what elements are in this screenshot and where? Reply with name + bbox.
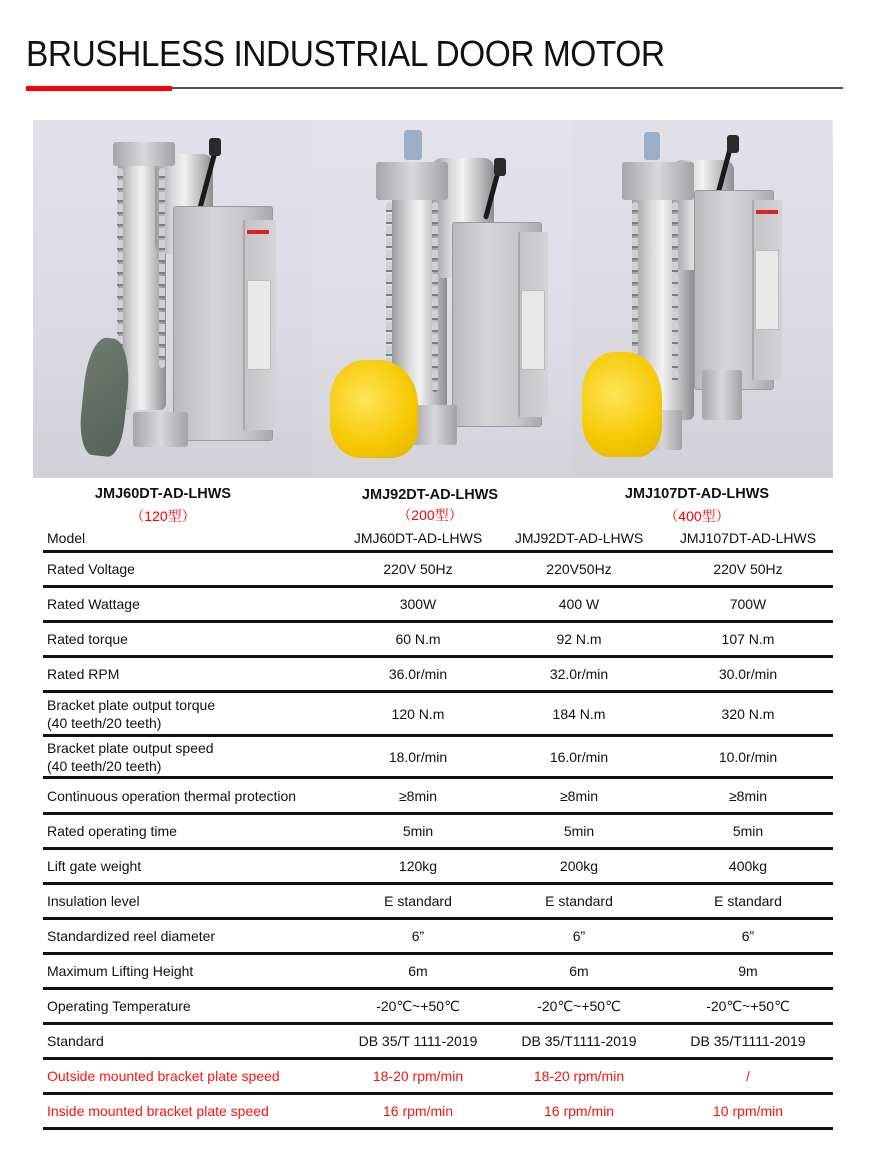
- row-label-line2: (40 teeth/20 teeth): [47, 714, 162, 731]
- row-label: Continuous operation thermal protection: [47, 787, 297, 804]
- cell-value: 10 rpm/min: [712, 1103, 784, 1119]
- cell-value: 6”: [572, 928, 586, 944]
- cell-value: E standard: [714, 893, 782, 909]
- cell-value: 6”: [741, 928, 755, 944]
- yellow-bag: [582, 352, 662, 457]
- cell-value: -20℃~+50℃: [376, 998, 460, 1014]
- cell-value: 184 N.m: [552, 705, 606, 722]
- cell-value: -20℃~+50℃: [537, 998, 621, 1014]
- cell-value: 220V50Hz: [546, 561, 612, 577]
- cell-value: 92 N.m: [556, 631, 602, 647]
- cell-value: -20℃~+50℃: [706, 998, 790, 1014]
- cell-value: /: [746, 1068, 750, 1084]
- product-photo-jmj107: [572, 120, 833, 478]
- table-row: [43, 990, 833, 1025]
- cell-value: 300W: [399, 596, 437, 612]
- cell-value: 220V 50Hz: [383, 561, 453, 577]
- cell-value: 16 rpm/min: [543, 1103, 615, 1119]
- cell-value: E standard: [545, 893, 613, 909]
- cell-value: DB 35/T 1111-2019: [358, 1033, 478, 1049]
- table-row: [43, 693, 833, 737]
- table-row: [43, 779, 833, 815]
- cell-value: 32.0r/min: [549, 666, 609, 682]
- row-label-line2: (40 teeth/20 teeth): [47, 757, 162, 774]
- cell-value: 16.0r/min: [549, 748, 609, 765]
- row-label: Rated RPM: [47, 666, 120, 682]
- table-row: [43, 737, 833, 779]
- table-row: [43, 623, 833, 658]
- cell-value: JMJ92DT-AD-LHWS: [514, 530, 644, 546]
- row-label: Rated Wattage: [47, 596, 140, 612]
- cell-value: 220V 50Hz: [713, 561, 783, 577]
- product-name: JMJ60DT-AD-LHWS: [94, 486, 232, 502]
- cell-value: 6”: [411, 928, 425, 944]
- table-row: [43, 885, 833, 920]
- table-row: [43, 588, 833, 623]
- cell-value: 6m: [408, 963, 428, 979]
- row-label: Rated operating time: [47, 823, 177, 839]
- cell-value: E standard: [384, 893, 452, 909]
- product-photo-jmj60: [33, 120, 312, 478]
- cell-value: JMJ107DT-AD-LHWS: [679, 530, 817, 546]
- cell-value: 5min: [732, 823, 764, 839]
- row-label: Outside mounted bracket plate speed: [47, 1068, 280, 1084]
- cell-value: 700W: [729, 596, 767, 612]
- cell-value: 10.0r/min: [718, 748, 778, 765]
- cell-value: 5min: [402, 823, 434, 839]
- row-label: Standardized reel diameter: [47, 928, 216, 944]
- table-row: [43, 1025, 833, 1060]
- product-photos: [33, 120, 833, 478]
- chain-bracket: [113, 142, 175, 166]
- cell-value: DB 35/T1111-2019: [521, 1033, 637, 1049]
- product-name: JMJ92DT-AD-LHWS: [361, 487, 499, 503]
- cell-value: JMJ60DT-AD-LHWS: [353, 530, 483, 546]
- table-row: [43, 553, 833, 588]
- table-row: [43, 920, 833, 955]
- cell-value: 36.0r/min: [388, 666, 448, 682]
- row-label: Operating Temperature: [47, 998, 191, 1014]
- cell-value: 9m: [738, 963, 758, 979]
- cell-value: 120 N.m: [391, 705, 445, 722]
- product-type-label: （120型）: [130, 508, 196, 524]
- cell-value: 200kg: [559, 858, 599, 874]
- table-row: [43, 815, 833, 850]
- row-label-line1: Bracket plate output torque: [47, 696, 216, 713]
- cell-value: 60 N.m: [395, 631, 441, 647]
- product-caption-1: [28, 486, 298, 526]
- yellow-bag: [330, 360, 418, 458]
- row-label: Lift gate weight: [47, 858, 142, 874]
- spec-table: [43, 524, 833, 1130]
- row-label: Rated torque: [47, 631, 128, 647]
- cell-value: DB 35/T1111-2019: [690, 1033, 806, 1049]
- product-caption-3: [562, 486, 832, 526]
- row-label: [43, 696, 333, 732]
- cell-value: 107 N.m: [721, 631, 775, 647]
- product-name: JMJ107DT-AD-LHWS: [624, 486, 770, 502]
- row-label: Standard: [47, 1033, 104, 1049]
- title-accent-bar: [26, 86, 172, 91]
- product-type-label: （400型）: [664, 508, 730, 524]
- table-row-highlight: [43, 1095, 833, 1130]
- chain-bracket: [376, 162, 448, 200]
- row-label-line1: Bracket plate output speed: [47, 739, 214, 756]
- row-label: Maximum Lifting Height: [47, 963, 194, 979]
- cell-value: 120kg: [398, 858, 438, 874]
- grey-bag: [77, 336, 133, 458]
- cell-value: 30.0r/min: [718, 666, 778, 682]
- product-caption-2: [295, 487, 565, 525]
- table-row-highlight: [43, 1060, 833, 1095]
- table-row: [43, 850, 833, 885]
- cell-value: 16 rpm/min: [382, 1103, 454, 1119]
- cell-value: 400kg: [728, 858, 768, 874]
- product-photo-jmj92: [312, 120, 572, 478]
- row-label: Model: [47, 530, 86, 546]
- table-header-row: [43, 524, 833, 553]
- product-type-label: （200型）: [397, 507, 463, 523]
- table-row: [43, 955, 833, 990]
- cell-value: 400 W: [558, 596, 600, 612]
- row-label: Rated Voltage: [47, 561, 135, 577]
- row-label: [43, 739, 333, 775]
- cell-value: 18-20 rpm/min: [372, 1068, 464, 1084]
- cell-value: ≥8min: [728, 787, 768, 804]
- row-label: Inside mounted bracket plate speed: [47, 1103, 269, 1119]
- cell-value: 18.0r/min: [388, 748, 448, 765]
- chain-bracket: [622, 162, 694, 200]
- page-title: BRUSHLESS INDUSTRIAL DOOR MOTOR: [26, 33, 665, 74]
- cell-value: 6m: [569, 963, 589, 979]
- cell-value: ≥8min: [559, 787, 599, 804]
- cell-value: 18-20 rpm/min: [533, 1068, 625, 1084]
- cell-value: ≥8min: [398, 787, 438, 804]
- row-label: Insulation level: [47, 893, 140, 909]
- cell-value: 5min: [563, 823, 595, 839]
- table-row: [43, 658, 833, 693]
- cell-value: 320 N.m: [721, 705, 775, 722]
